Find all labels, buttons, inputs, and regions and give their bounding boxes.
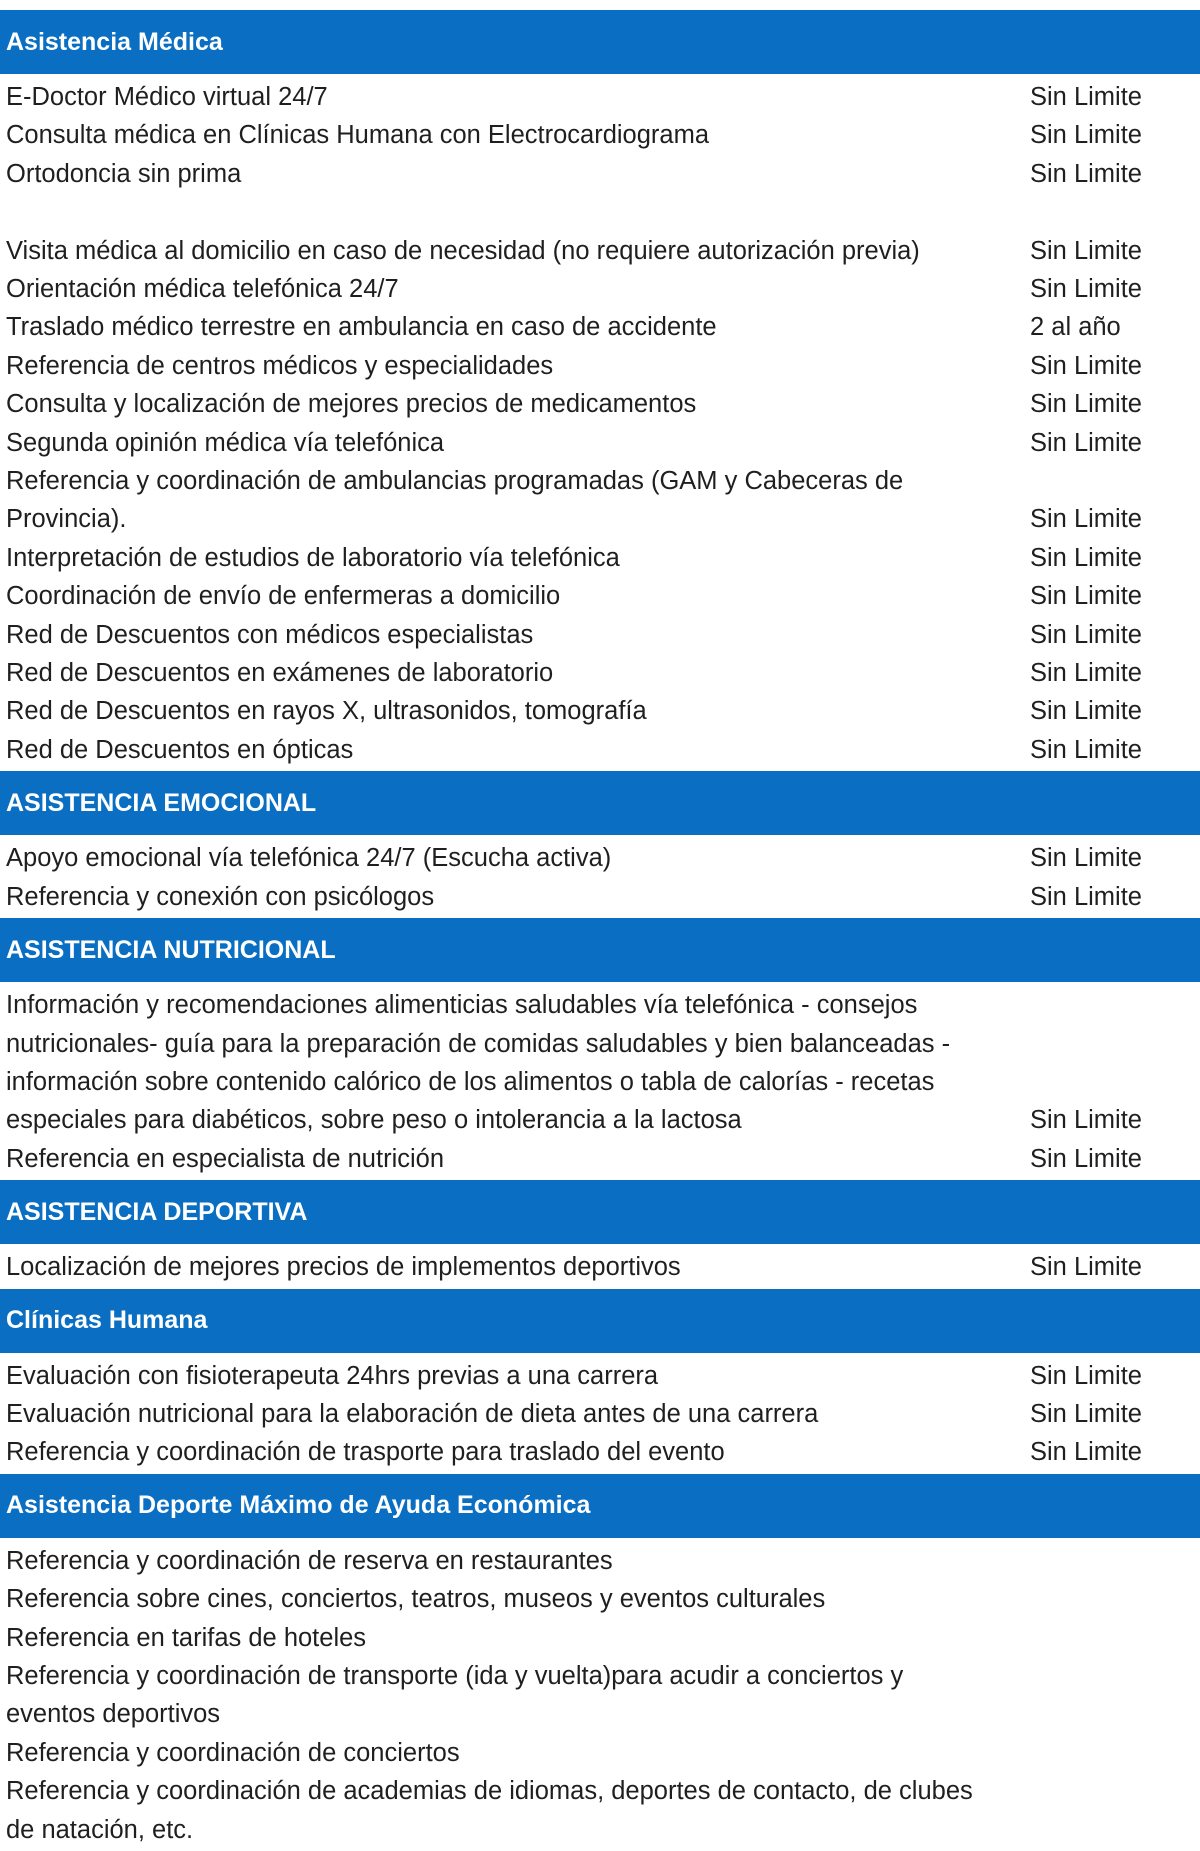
benefit-limit: Sin Limite bbox=[1030, 1253, 1142, 1282]
benefit-limit: Sin Limite bbox=[1030, 697, 1142, 726]
section bbox=[0, 1289, 1200, 1474]
table-row bbox=[0, 692, 1200, 730]
table-row bbox=[0, 462, 1200, 539]
benefit-label: Referencia y conexión con psicólogos bbox=[6, 882, 435, 911]
benefit-label: Referencia en especialista de nutrición bbox=[6, 1144, 445, 1173]
table-row bbox=[0, 986, 1200, 1140]
table-row bbox=[0, 1395, 1200, 1433]
benefit-limit: Sin Limite bbox=[1030, 275, 1142, 304]
table-row bbox=[0, 424, 1200, 462]
benefit-limit: Sin Limite bbox=[1030, 582, 1142, 611]
benefit-limit: Sin Limite bbox=[1030, 505, 1142, 534]
section-rows bbox=[0, 982, 1200, 1180]
table-row bbox=[0, 232, 1200, 270]
section-rows bbox=[0, 1244, 1200, 1288]
table-row bbox=[0, 1772, 1200, 1849]
table-row bbox=[0, 270, 1200, 308]
section-header: ASISTENCIA NUTRICIONAL bbox=[0, 918, 1200, 982]
benefit-label: Red de Descuentos en ópticas bbox=[6, 735, 354, 764]
table-row bbox=[0, 1619, 1200, 1657]
benefit-label: Coordinación de envío de enfermeras a domicilio bbox=[6, 582, 561, 611]
table-row bbox=[0, 78, 1200, 116]
table-row bbox=[0, 1357, 1200, 1395]
benefit-label: Red de Descuentos en rayos X, ultrasonidos, tomografía bbox=[6, 697, 647, 726]
benefit-label: Ortodoncia sin prima bbox=[6, 159, 242, 188]
section-header: ASISTENCIA DEPORTIVA bbox=[0, 1180, 1200, 1244]
benefit-label: Referencia y coordinación de reserva en restaurantes bbox=[6, 1546, 613, 1575]
benefit-label: Referencia y coordinación de transporte (ida y vuelta)para acudir a conciertos y eventos deportivos bbox=[6, 1661, 904, 1729]
section bbox=[0, 918, 1200, 1180]
benefit-limit: Sin Limite bbox=[1030, 1438, 1142, 1467]
benefit-limit: Sin Limite bbox=[1030, 390, 1142, 419]
section-header: Clínicas Humana bbox=[0, 1289, 1200, 1353]
benefit-label: Referencia y coordinación de conciertos bbox=[6, 1738, 460, 1767]
benefit-label: Traslado médico terrestre en ambulancia en caso de accidente bbox=[6, 313, 717, 342]
section bbox=[0, 1474, 1200, 1851]
section-rows bbox=[0, 74, 1200, 771]
benefit-limit: Sin Limite bbox=[1030, 735, 1142, 764]
table-row bbox=[0, 1580, 1200, 1618]
table-row bbox=[0, 308, 1200, 346]
benefit-limit: Sin Limite bbox=[1030, 543, 1142, 572]
benefit-label: Referencia de centros médicos y especialidades bbox=[6, 351, 554, 380]
benefit-limit: Sin Limite bbox=[1030, 659, 1142, 688]
table-row bbox=[0, 654, 1200, 692]
section-header: Asistencia Deporte Máximo de Ayuda Económica bbox=[0, 1474, 1200, 1538]
benefit-label: Interpretación de estudios de laboratorio vía telefónica bbox=[6, 543, 620, 572]
table-row bbox=[0, 539, 1200, 577]
benefit-limit: Sin Limite bbox=[1030, 428, 1142, 457]
benefit-label: Orientación médica telefónica 24/7 bbox=[6, 275, 399, 304]
benefit-limit: Sin Limite bbox=[1030, 1144, 1142, 1173]
benefit-label: Consulta y localización de mejores precios de medicamentos bbox=[6, 390, 697, 419]
table-row bbox=[0, 116, 1200, 154]
benefit-label: Red de Descuentos con médicos especialistas bbox=[6, 620, 534, 649]
section bbox=[0, 10, 1200, 771]
benefit-limit: Sin Limite bbox=[1030, 1361, 1142, 1390]
section bbox=[0, 771, 1200, 918]
benefit-limit: Sin Limite bbox=[1030, 1399, 1142, 1428]
benefit-label: Evaluación con fisioterapeuta 24hrs previas a una carrera bbox=[6, 1361, 659, 1390]
benefit-label: Red de Descuentos en exámenes de laboratorio bbox=[6, 659, 554, 688]
benefit-label: E-Doctor Médico virtual 24/7 bbox=[6, 83, 328, 111]
table-row bbox=[0, 385, 1200, 423]
table-row bbox=[0, 878, 1200, 916]
section-header: ASISTENCIA EMOCIONAL bbox=[0, 771, 1200, 835]
benefit-label: Referencia y coordinación de trasporte para traslado del evento bbox=[6, 1438, 725, 1467]
row-spacer bbox=[0, 193, 1200, 231]
benefit-label: Información y recomendaciones alimenticias saludables vía telefónica - consejos nutricionales- guía para la preparación de comidas saludables y bien balanceadas - información sobre contenido calórico de los alimentos o tabla de calorías - recetas especiales para diabéticos, sobre peso o intolerancia a la lactosa bbox=[6, 991, 951, 1135]
table-row bbox=[0, 1542, 1200, 1580]
benefit-limit: Sin Limite bbox=[1030, 236, 1142, 265]
benefit-label: Visita médica al domicilio en caso de necesidad (no requiere autorización previa) bbox=[6, 236, 920, 265]
table-row bbox=[0, 577, 1200, 615]
table-row bbox=[0, 616, 1200, 654]
benefit-limit: Sin Limite bbox=[1030, 159, 1142, 188]
section-rows bbox=[0, 1538, 1200, 1851]
table-row bbox=[0, 1140, 1200, 1178]
benefit-label: Evaluación nutricional para la elaboración de dieta antes de una carrera bbox=[6, 1399, 819, 1428]
benefit-label: Referencia y coordinación de academias de idiomas, deportes de contacto, de clubes de natación, etc. bbox=[6, 1777, 973, 1844]
benefit-limit: Sin Limite bbox=[1030, 351, 1142, 380]
table-row bbox=[0, 1657, 1200, 1734]
table-row bbox=[0, 347, 1200, 385]
section-rows bbox=[0, 835, 1200, 918]
benefit-label: Segunda opinión médica vía telefónica bbox=[6, 428, 445, 457]
benefit-limit: 2 al año bbox=[1030, 313, 1121, 342]
table-row bbox=[0, 839, 1200, 877]
benefit-label: Apoyo emocional vía telefónica 24/7 (Escucha activa) bbox=[6, 844, 612, 873]
benefit-limit: Sin Limite bbox=[1030, 844, 1142, 873]
benefit-limit: Sin Limite bbox=[1030, 83, 1142, 111]
section-header: Asistencia Médica bbox=[0, 10, 1200, 74]
table-row bbox=[0, 155, 1200, 193]
section bbox=[0, 1180, 1200, 1288]
benefit-limit: Sin Limite bbox=[1030, 121, 1142, 150]
benefit-label: Localización de mejores precios de implementos deportivos bbox=[6, 1253, 681, 1282]
benefit-label: Referencia en tarifas de hoteles bbox=[6, 1623, 367, 1652]
table-row bbox=[0, 1433, 1200, 1471]
table-row bbox=[0, 1248, 1200, 1286]
benefit-limit: Sin Limite bbox=[1030, 882, 1142, 911]
table-row bbox=[0, 1734, 1200, 1772]
benefit-label: Consulta médica en Clínicas Humana con Electrocardiograma bbox=[6, 121, 710, 150]
benefit-label: Referencia y coordinación de ambulancias programadas (GAM y Cabeceras de Provincia). bbox=[6, 467, 904, 534]
section-rows bbox=[0, 1353, 1200, 1474]
benefit-label: Referencia sobre cines, conciertos, teatros, museos y eventos culturales bbox=[6, 1585, 826, 1614]
benefit-limit: Sin Limite bbox=[1030, 1106, 1142, 1135]
table-row bbox=[0, 731, 1200, 769]
benefit-limit: Sin Limite bbox=[1030, 620, 1142, 649]
